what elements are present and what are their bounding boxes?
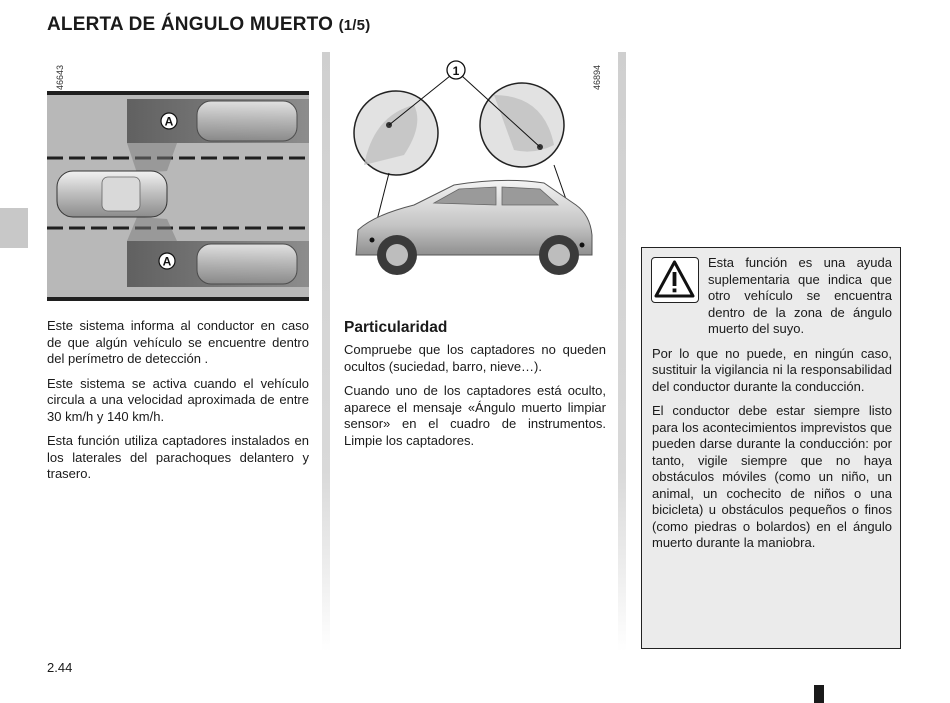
warning-box xyxy=(641,247,901,649)
sensor-location-illustration xyxy=(344,55,606,280)
warning-paragraph-1: Esta función es una ayuda suplementaria que indica que otro vehículo se encuentra dentro de la zona de ángulo muerto del suyo. xyxy=(708,255,892,336)
warning-paragraph-2: Por lo que no puede, en ningún caso, sustituir la vigilancia ni la responsabilidad del conductor durante la conducción. xyxy=(652,345,892,394)
section-heading-particularidad: Particularidad xyxy=(344,319,448,336)
warning-paragraph-3: El conductor debe estar siempre listo para los acontecimientos imprevistos que pueden darse durante la conducción: por tanto, vigile siempre que no haya obstáculos móviles (como un niño, un animal, un cochecito de niños o una bicicleta) u obstáculos pequeños o finos (como piedras o bolardos) en el ángulo muerto durante la maniobra. xyxy=(652,403,892,550)
middle-column-text xyxy=(344,319,606,457)
blind-spot-top-view-illustration xyxy=(47,91,309,301)
column-separator-right xyxy=(618,52,626,652)
page-part-indicator: (1/5) xyxy=(338,17,371,34)
page-number: 2.44 xyxy=(47,660,73,675)
middle-paragraph-2: Cuando uno de los captadores está oculto, aparece el mensaje «Ángulo muerto limpiar sensor» en el cuadro de instrumentos. Limpie los captadores. xyxy=(344,383,606,448)
vehicle-upper xyxy=(197,101,297,141)
svg-text:A: A xyxy=(164,114,174,129)
figure-id-left: 46643 xyxy=(55,64,65,90)
warning-text xyxy=(652,255,892,560)
vehicle-lower xyxy=(197,244,297,284)
left-paragraph-3: Esta función utiliza captadores instalados en los laterales del parachoques delantero y trasero. xyxy=(47,433,309,481)
page-title xyxy=(47,14,370,36)
left-paragraph-1: Este sistema informa al conductor en caso de que algún vehículo se encuentre dentro del perímetro de detección . xyxy=(47,318,309,366)
figure-id-right: 46894 xyxy=(592,64,602,90)
section-tab xyxy=(0,208,28,248)
svg-text:A: A xyxy=(162,254,172,269)
left-paragraph-2: Este sistema se activa cuando el vehículo circula a una velocidad aproximada de entre 30 km/h y 140 km/h. xyxy=(47,375,309,424)
left-column-text xyxy=(47,318,309,491)
end-of-section-marker xyxy=(814,685,824,703)
middle-paragraph-1: Compruebe que los captadores no queden ocultos (suciedad, barro, nieve…). xyxy=(344,342,606,374)
svg-text:1: 1 xyxy=(452,64,460,78)
page-title-text: ALERTA DE ÁNGULO MUERTO xyxy=(47,14,334,35)
column-separator-left xyxy=(322,52,330,652)
